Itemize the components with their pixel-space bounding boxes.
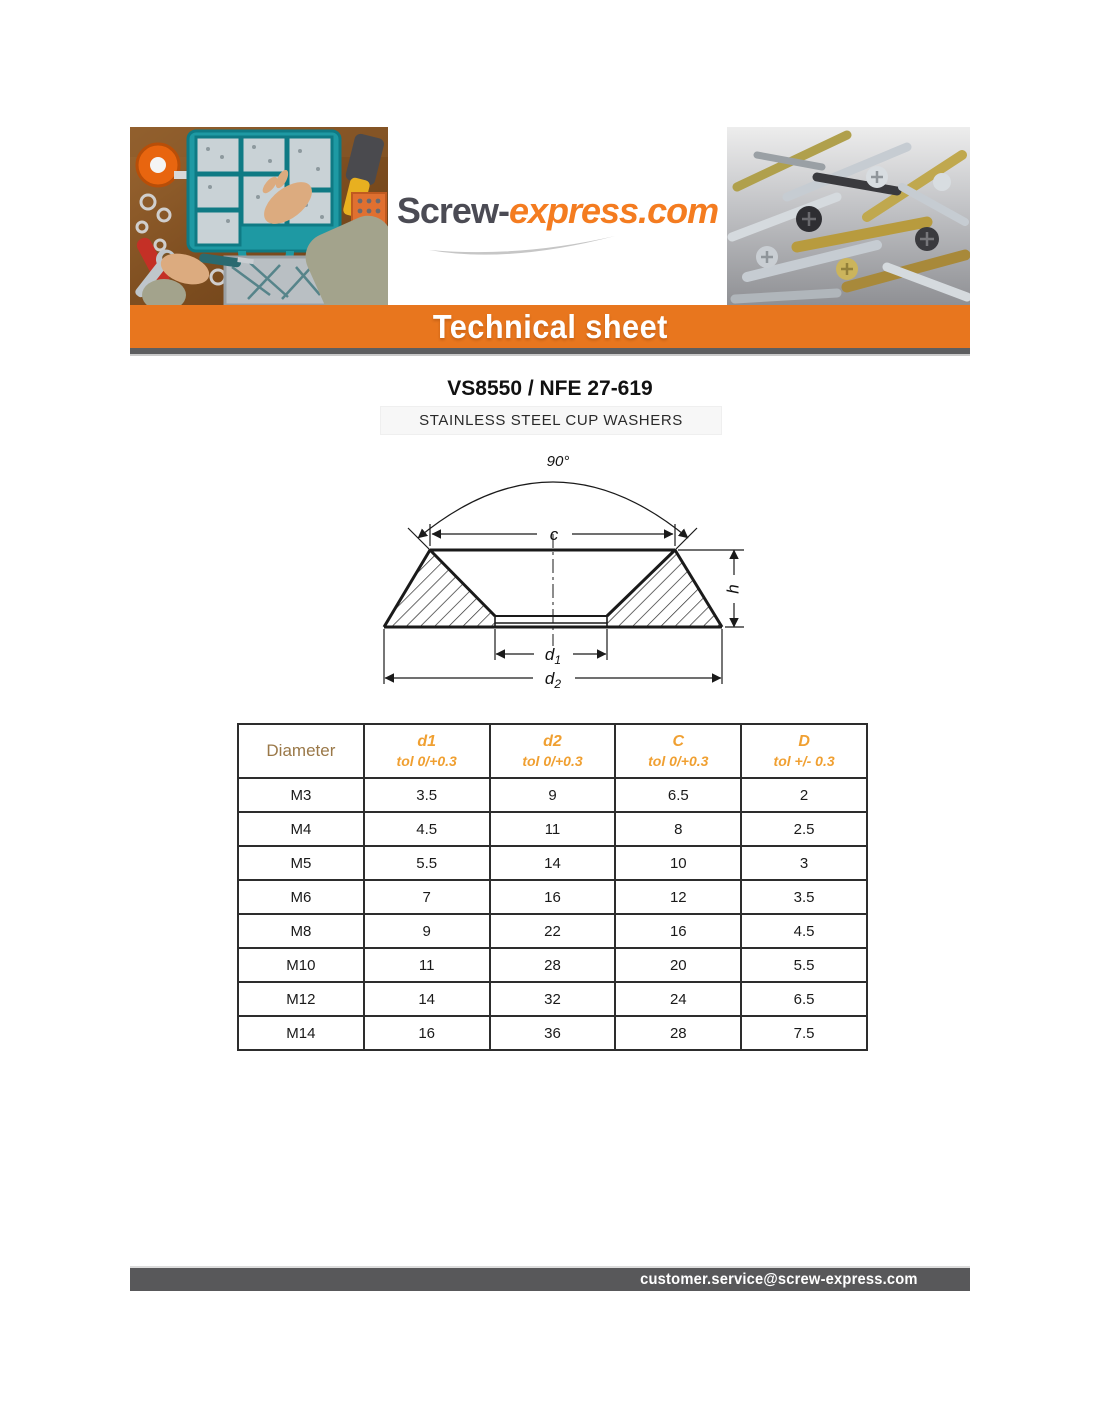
cell-c: 16	[615, 914, 741, 948]
col-header-d2: d2 tol 0/+0.3	[490, 724, 616, 778]
spec-table	[237, 723, 868, 1051]
c-label: c	[549, 525, 559, 544]
page-subtitle-band	[380, 406, 722, 435]
cell-d: 3	[741, 846, 867, 880]
cell-c: 28	[615, 1016, 741, 1050]
logo-prefix: Screw-	[396, 190, 509, 231]
table-row	[238, 812, 867, 846]
table-row	[238, 948, 867, 982]
cell-d: 2	[741, 778, 867, 812]
logo-text	[397, 190, 718, 232]
cell-d1: 9	[364, 914, 490, 948]
cell-d: 7.5	[741, 1016, 867, 1050]
logo-swoosh-icon	[423, 234, 623, 260]
table-row	[238, 982, 867, 1016]
col-header-c: C tol 0/+0.3	[615, 724, 741, 778]
page-title: VS8550 / NFE 27-619	[447, 377, 653, 400]
cell-d1: 3.5	[364, 778, 490, 812]
logo-suffix: express.com	[508, 190, 719, 231]
cell-d2: 14	[490, 846, 616, 880]
cell-d2: 36	[490, 1016, 616, 1050]
cell-c: 6.5	[615, 778, 741, 812]
cell-d2: 11	[490, 812, 616, 846]
cell-diameter: M6	[238, 880, 364, 914]
cell-d2: 16	[490, 880, 616, 914]
header	[130, 127, 970, 305]
table-row	[238, 846, 867, 880]
banner-label: Technical sheet	[432, 307, 668, 345]
workbench-photo	[130, 127, 388, 305]
table-row	[238, 880, 867, 914]
cell-d: 4.5	[741, 914, 867, 948]
cell-d2: 22	[490, 914, 616, 948]
footer	[130, 1266, 970, 1291]
page-subtitle: STAINLESS STEEL CUP WASHERS	[419, 412, 683, 429]
cell-diameter: M14	[238, 1016, 364, 1050]
cell-c: 10	[615, 846, 741, 880]
cell-d1: 5.5	[364, 846, 490, 880]
cell-diameter: M10	[238, 948, 364, 982]
banner	[130, 305, 970, 348]
cell-d2: 32	[490, 982, 616, 1016]
cell-c: 24	[615, 982, 741, 1016]
cell-d1: 16	[364, 1016, 490, 1050]
table-row	[238, 778, 867, 812]
cell-diameter: M3	[238, 778, 364, 812]
logo	[388, 127, 727, 305]
col-header-d1: d1 tol 0/+0.3	[364, 724, 490, 778]
table-row	[238, 914, 867, 948]
table-header-row	[238, 724, 867, 778]
cell-diameter: M4	[238, 812, 364, 846]
cell-d1: 7	[364, 880, 490, 914]
cell-d: 3.5	[741, 880, 867, 914]
table-row	[238, 1016, 867, 1050]
screws-photo	[727, 127, 970, 305]
h-label: h	[723, 584, 743, 594]
cell-d1: 4.5	[364, 812, 490, 846]
footer-email-link[interactable]: customer.service@screw-express.com	[640, 1270, 918, 1288]
angle-label: 90°	[546, 453, 570, 470]
d1-label: $d_1$	[544, 645, 562, 667]
cell-c: 12	[615, 880, 741, 914]
cell-d: 6.5	[741, 982, 867, 1016]
col-header-diameter: Diameter	[238, 724, 364, 778]
cell-d1: 11	[364, 948, 490, 982]
cell-d2: 28	[490, 948, 616, 982]
cell-d: 5.5	[741, 948, 867, 982]
cell-c: 8	[615, 812, 741, 846]
col-header-d: D tol +/- 0.3	[741, 724, 867, 778]
cell-diameter: M8	[238, 914, 364, 948]
banner-divider	[130, 348, 970, 356]
cell-diameter: M5	[238, 846, 364, 880]
washer-diagram	[372, 448, 792, 715]
cell-c: 20	[615, 948, 741, 982]
cell-diameter: M12	[238, 982, 364, 1016]
cell-d: 2.5	[741, 812, 867, 846]
spec-table-body	[238, 778, 867, 1050]
cell-d2: 9	[490, 778, 616, 812]
d2-label: $d_2$	[544, 669, 562, 691]
cell-d1: 14	[364, 982, 490, 1016]
